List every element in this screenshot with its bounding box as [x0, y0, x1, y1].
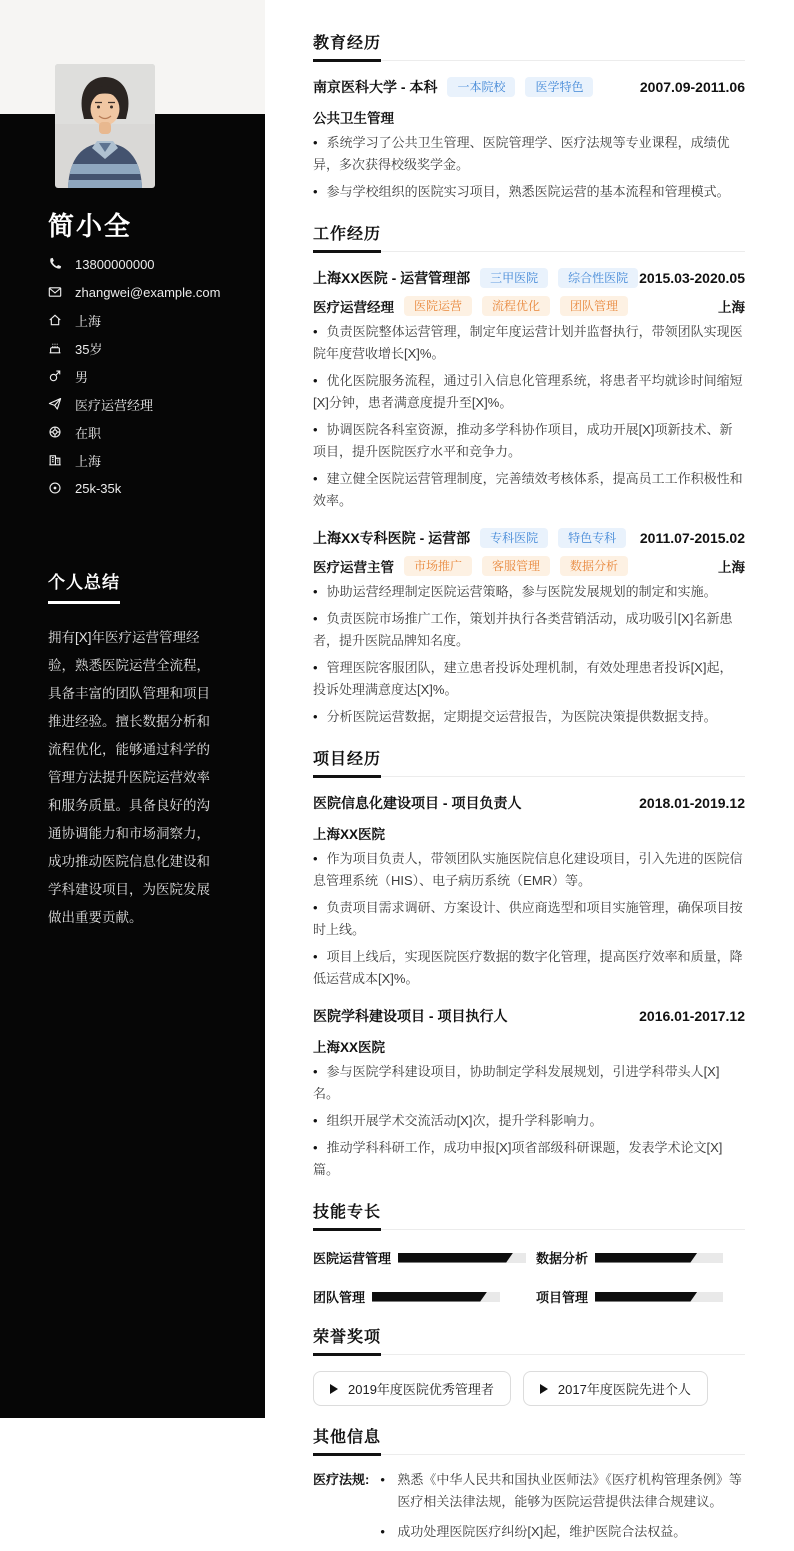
role-tag: 数据分析 — [560, 556, 628, 576]
bullet-item: • 协助运营经理制定医院运营策略，参与医院发展规划的制定和实施。 — [313, 581, 745, 603]
home-icon — [48, 313, 62, 327]
other-info-label: 医疗法规: — [313, 1472, 370, 1487]
contact-item-phone — [48, 250, 217, 278]
bullet-item: • 分析医院运营数据，定期提交运营报告，为医院决策提供数据支持。 — [313, 706, 745, 728]
bullet-item: • 作为项目负责人，带领团队实施医院信息化建设项目，引入先进的医院信息管理系统（HIS）、电子病历系统（EMR）等。 — [313, 848, 745, 892]
other-info-bullets — [377, 1469, 745, 1551]
role-tag: 医院运营 — [404, 296, 472, 316]
work-bullets — [313, 581, 745, 728]
job-intention-icon — [48, 397, 62, 411]
bullet-item: • 管理医院客服团队，建立患者投诉处理机制，有效处理患者投诉[X]起，投诉处理满意度达[X]%。 — [313, 657, 745, 701]
skill-label: 团队管理 — [313, 1290, 366, 1305]
other-info-row — [313, 1469, 745, 1551]
contact-item-work-status — [48, 418, 217, 446]
contact-item-city — [48, 446, 217, 474]
project-org: 上海XX医院 — [313, 827, 386, 842]
company-name: 上海XX医院 - 运营管理部 — [313, 270, 471, 286]
projects-section — [313, 746, 745, 1181]
bullet-item: • 组织开展学术交流活动[X]次，提升学科影响力。 — [313, 1110, 745, 1132]
work-location: 上海 — [718, 560, 745, 575]
company-name: 上海XX专科医院 - 运营部 — [313, 530, 471, 546]
contact-value: 男 — [75, 369, 89, 385]
summary-text: 拥有[X]年医疗运营管理经验，熟悉医院运营全流程，具备丰富的团队管理和项目推进经验。擅长数据分析和流程优化，能够通过科学的管理方法提升医院运营效率和服务质量。具备良好的沟通协调能力和市场洞察力，成功推动医院信息化建设和学科建设项目，为医院发展做出重要贡献。 — [48, 630, 210, 925]
bullet-item: • 负责医院市场推广工作，策划并执行各类营销活动，成功吸引[X]名新患者，提升医院品牌知名度。 — [313, 608, 745, 652]
skill-item — [313, 1248, 536, 1267]
school-tag: 一本院校 — [447, 77, 515, 97]
project-date: 2016.01-2017.12 — [639, 1008, 745, 1024]
bullet-item: • 协调医院各科室资源，推动多学科协作项目，成功开展[X]项新技术、新项目，提升医院医疗水平和竞争力。 — [313, 419, 745, 463]
work-entry — [313, 268, 745, 512]
work-entry — [313, 528, 745, 728]
bullet-item: • 成功处理医院医疗纠纷[X]起，维护医院合法权益。 — [377, 1521, 745, 1543]
honor-label: 2019年度医院优秀管理者 — [348, 1382, 494, 1397]
project-entry — [313, 1006, 745, 1181]
skill-item — [536, 1287, 723, 1306]
section-header — [313, 221, 745, 252]
school-name: 南京医科大学 - 本科 — [313, 79, 438, 95]
work-status-icon — [48, 425, 62, 439]
skill-bar-fill — [595, 1292, 697, 1302]
candidate-name: 简小全 — [48, 211, 133, 241]
other-info-title: 其他信息 — [313, 1424, 381, 1456]
skill-bar-fill — [398, 1253, 513, 1263]
role-tag: 市场推广 — [404, 556, 472, 576]
contact-value: 在职 — [75, 425, 102, 441]
bullet-item: • 熟悉《中华人民共和国执业医师法》《医疗机构管理条例》等医疗相关法律法规，能够为医院运营提供法律合规建议。 — [377, 1469, 745, 1513]
contact-value: zhangwei@example.com — [75, 284, 221, 300]
contact-item-age — [48, 334, 217, 362]
contact-item-email — [48, 278, 221, 306]
bullet-item: • 参与学校组织的医院实习项目，熟悉医院运营的基本流程和管理模式。 — [313, 181, 745, 203]
contact-value: 25k-35k — [75, 480, 122, 496]
sidebar — [0, 0, 265, 1418]
contact-value: 13800000000 — [75, 256, 155, 272]
role-name: 医疗运营经理 — [313, 300, 394, 315]
contact-list — [48, 250, 221, 502]
personal-summary-section — [48, 568, 217, 932]
contact-item-gender — [48, 362, 217, 390]
skill-bar — [595, 1292, 723, 1302]
education-date: 2007.09-2011.06 — [639, 79, 745, 95]
email-icon — [48, 285, 62, 299]
contact-item-salary — [48, 474, 217, 502]
work-bullets — [313, 321, 745, 512]
skills-grid — [313, 1248, 745, 1306]
honor-badge[interactable] — [523, 1371, 708, 1406]
education-section — [313, 30, 745, 203]
project-name: 医院信息化建设项目 - 项目负责人 — [313, 795, 522, 811]
role-tag: 流程优化 — [482, 296, 550, 316]
education-entry — [313, 77, 745, 203]
project-bullets — [313, 848, 745, 990]
contact-value: 35岁 — [75, 341, 103, 357]
skill-label: 医院运营管理 — [313, 1251, 392, 1266]
profile-photo — [55, 64, 155, 188]
skill-bar — [595, 1253, 723, 1263]
phone-icon — [48, 257, 62, 271]
honors-list — [313, 1371, 745, 1406]
project-bullets — [313, 1061, 745, 1181]
skill-item — [313, 1287, 536, 1306]
city-icon — [48, 453, 62, 467]
project-org: 上海XX医院 — [313, 1040, 386, 1055]
company-tag: 特色专科 — [558, 528, 626, 548]
project-date: 2018.01-2019.12 — [639, 795, 745, 811]
profile-photo-image — [55, 64, 155, 188]
section-header — [313, 1199, 745, 1230]
section-header — [313, 746, 745, 777]
bullet-item: • 负责项目需求调研、方案设计、供应商选型和项目实施管理，确保项目按时上线。 — [313, 897, 745, 941]
resume-main — [265, 0, 794, 1539]
bullet-item: • 推动学科科研工作，成功申报[X]项省部级科研课题，发表学术论文[X]篇。 — [313, 1137, 745, 1181]
bullet-item: • 系统学习了公共卫生管理、医院管理学、医疗法规等专业课程，成绩优异，多次获得校级奖学金。 — [313, 132, 745, 176]
section-header — [313, 1424, 745, 1455]
projects-title: 项目经历 — [313, 746, 381, 778]
work-section — [313, 221, 745, 728]
contact-item-job-intention — [48, 390, 217, 418]
project-entry — [313, 793, 745, 990]
company-tag: 三甲医院 — [480, 268, 548, 288]
work-date: 2015.03-2020.05 — [639, 270, 745, 286]
honors-section — [313, 1324, 745, 1406]
role-tag: 客服管理 — [482, 556, 550, 576]
education-title: 教育经历 — [313, 30, 381, 62]
contact-value: 上海 — [75, 313, 102, 329]
play-icon — [540, 1384, 548, 1394]
summary-title: 个人总结 — [48, 568, 120, 604]
major-name: 公共卫生管理 — [313, 111, 394, 126]
bullet-item: • 优化医院服务流程，通过引入信息化管理系统，将患者平均就诊时间缩短[X]分钟，患者满意度提升至[X]%。 — [313, 370, 745, 414]
bullet-item: • 负责医院整体运营管理，制定年度运营计划并监督执行，带领团队实现医院年度营收增长[X]%。 — [313, 321, 745, 365]
company-tag: 综合性医院 — [558, 268, 638, 288]
other-info-section — [313, 1424, 745, 1551]
contact-item-location — [48, 306, 217, 334]
section-header — [313, 30, 745, 61]
honor-label: 2017年度医院先进个人 — [557, 1382, 691, 1397]
skill-bar-fill — [595, 1253, 697, 1263]
skill-label: 数据分析 — [536, 1251, 589, 1266]
skills-title: 技能专长 — [313, 1199, 381, 1231]
skill-bar — [372, 1292, 500, 1302]
work-title: 工作经历 — [313, 221, 381, 253]
contact-value: 上海 — [75, 453, 102, 469]
bullet-item: • 项目上线后，实现医院医疗数据的数字化管理，提高医疗效率和质量，降低运营成本[X]%。 — [313, 946, 745, 990]
role-tag: 团队管理 — [560, 296, 628, 316]
skill-label: 项目管理 — [536, 1290, 589, 1305]
work-location: 上海 — [718, 300, 745, 315]
skills-section — [313, 1199, 745, 1306]
bullet-item: • 参与医院学科建设项目，协助制定学科发展规划，引进学科带头人[X]名。 — [313, 1061, 745, 1105]
education-bullets — [313, 132, 745, 203]
skill-bar-fill — [372, 1292, 487, 1302]
project-name: 医院学科建设项目 - 项目执行人 — [313, 1008, 508, 1024]
play-icon — [330, 1384, 338, 1394]
honor-badge[interactable] — [313, 1371, 511, 1406]
age-icon — [48, 341, 62, 355]
honors-title: 荣誉奖项 — [313, 1324, 381, 1356]
gender-icon — [48, 369, 62, 383]
contact-value: 医疗运营经理 — [75, 397, 154, 413]
work-date: 2011.07-2015.02 — [639, 530, 745, 546]
salary-icon — [48, 481, 62, 495]
bullet-item: • 建立健全医院运营管理制度，完善绩效考核体系，提高员工工作积极性和效率。 — [313, 468, 745, 512]
section-header — [313, 1324, 745, 1355]
skill-item — [536, 1248, 723, 1267]
role-name: 医疗运营主管 — [313, 560, 394, 575]
company-tag: 专科医院 — [480, 528, 548, 548]
school-tag: 医学特色 — [525, 77, 593, 97]
skill-bar — [398, 1253, 526, 1263]
sidebar-body — [0, 210, 265, 932]
